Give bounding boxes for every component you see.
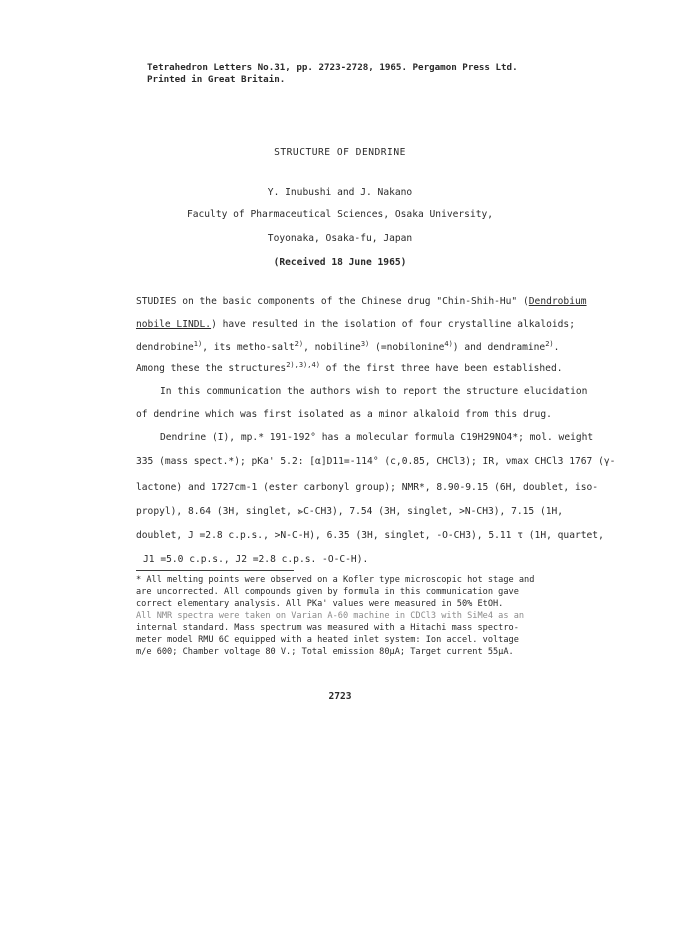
- footnote-line4: All NMR spectra were taken on Varian A-60 machine in CDCl3 with SiMe4 as an: [136, 611, 525, 621]
- alkaloid-dendramine: ) and dendramine: [452, 342, 546, 353]
- alkaloid-nobiline: , nobiline: [303, 342, 361, 353]
- para3-line4: propyl), 8.64 (3H, singlet, ⪢C-CH3), 7.54 (3H, singlet, >N-CH3), 7.15 (1H,: [136, 506, 564, 517]
- footnote-rule: [136, 570, 294, 571]
- page-number: 2723: [328, 691, 352, 702]
- authors: Y. Inubushi and J. Nakano: [267, 187, 413, 198]
- para3-line1: Dendrine (I), mp.* 191-192° has a molecular formula C19H29NO4*; mol. weight: [160, 432, 594, 443]
- ref-sup: 2): [545, 339, 554, 348]
- footnote-line7: m/e 600; Chamber voltage 80 V.; Total emission 80μA; Target current 55μA.: [136, 647, 514, 657]
- ref-sup: 1): [193, 339, 203, 348]
- para1-line4-text: Among these the structures: [136, 363, 287, 374]
- footnote-line3: correct elementary analysis. All PKa' values were measured in 50% EtOH.: [136, 599, 504, 609]
- footnote-line6: meter model RMU 6C equipped with a heated inlet system: Ion accel. voltage: [136, 635, 519, 645]
- species-name: Dendrobium: [528, 296, 587, 307]
- footnote-line2: are uncorrected. All compounds given by formula in this communication gave: [136, 587, 519, 597]
- alkaloid-dendrobine: dendrobine: [136, 342, 194, 353]
- para3-line3: lactone) and 1727cm-1 (ester carbonyl group); NMR*, 8.90-9.15 (6H, doublet, iso-: [136, 482, 599, 493]
- ref-sup: 3): [360, 339, 370, 348]
- para1-line2-text: ) have resulted in the isolation of four crystalline alkaloids;: [211, 319, 575, 330]
- journal-header-line1: Tetrahedron Letters No.31, pp. 2723-2728, 1965. Pergamon Press Ltd.: [147, 62, 518, 73]
- received-date: (Received 18 June 1965): [273, 257, 407, 268]
- alkaloid-nobilonine: (=nobilonine: [369, 342, 445, 353]
- footnote-line5: internal standard. Mass spectrum was measured with a Hitachi mass spectro-: [136, 623, 519, 633]
- alkaloid-metho-salt: , its metho-salt: [202, 342, 295, 353]
- para1-line3-end: .: [553, 342, 560, 353]
- footnote-line1: * All melting points were observed on a Kofler type microscopic hot stage and: [136, 575, 535, 585]
- species-author: nobile LINDL.: [136, 319, 212, 330]
- affiliation: Faculty of Pharmaceutical Sciences, Osaka University,: [186, 209, 494, 220]
- ref-sup: 2): [294, 339, 304, 348]
- para1-line4: [136, 362, 563, 375]
- para3-line5: doublet, J =2.8 c.p.s., >N-C-H), 6.35 (3H, singlet, -O-CH3), 5.11 τ (1H, quartet,: [136, 530, 604, 541]
- para2-line1: In this communication the authors wish to report the structure elucidation: [160, 386, 588, 397]
- para1-line1: [136, 295, 587, 308]
- para1-line1-text: STUDIES on the basic components of the Chinese drug "Chin-Shih-Hu" (: [136, 296, 529, 307]
- location: Toyonaka, Osaka-fu, Japan: [267, 233, 413, 244]
- para1-line2: [136, 318, 575, 331]
- paper-title: STRUCTURE OF DENDRINE: [274, 147, 406, 158]
- ref-sup: 2),3),4): [286, 360, 320, 369]
- para2-line2: of dendrine which was first isolated as a minor alkaloid from this drug.: [136, 409, 552, 420]
- para1-line4-end: of the first three have been established.: [319, 363, 563, 374]
- ref-sup: 4): [444, 339, 453, 348]
- journal-header-line2: Printed in Great Britain.: [147, 74, 286, 85]
- para3-line2: 335 (mass spect.*); pKa' 5.2: [α]D11=-114° (c,0.85, CHCl3); IR, νmax CHCl3 1767 (γ-: [136, 456, 616, 467]
- para3-line6: J1 =5.0 c.p.s., J2 =2.8 c.p.s. -O-C-H).: [143, 554, 369, 565]
- para1-line3: [136, 341, 559, 354]
